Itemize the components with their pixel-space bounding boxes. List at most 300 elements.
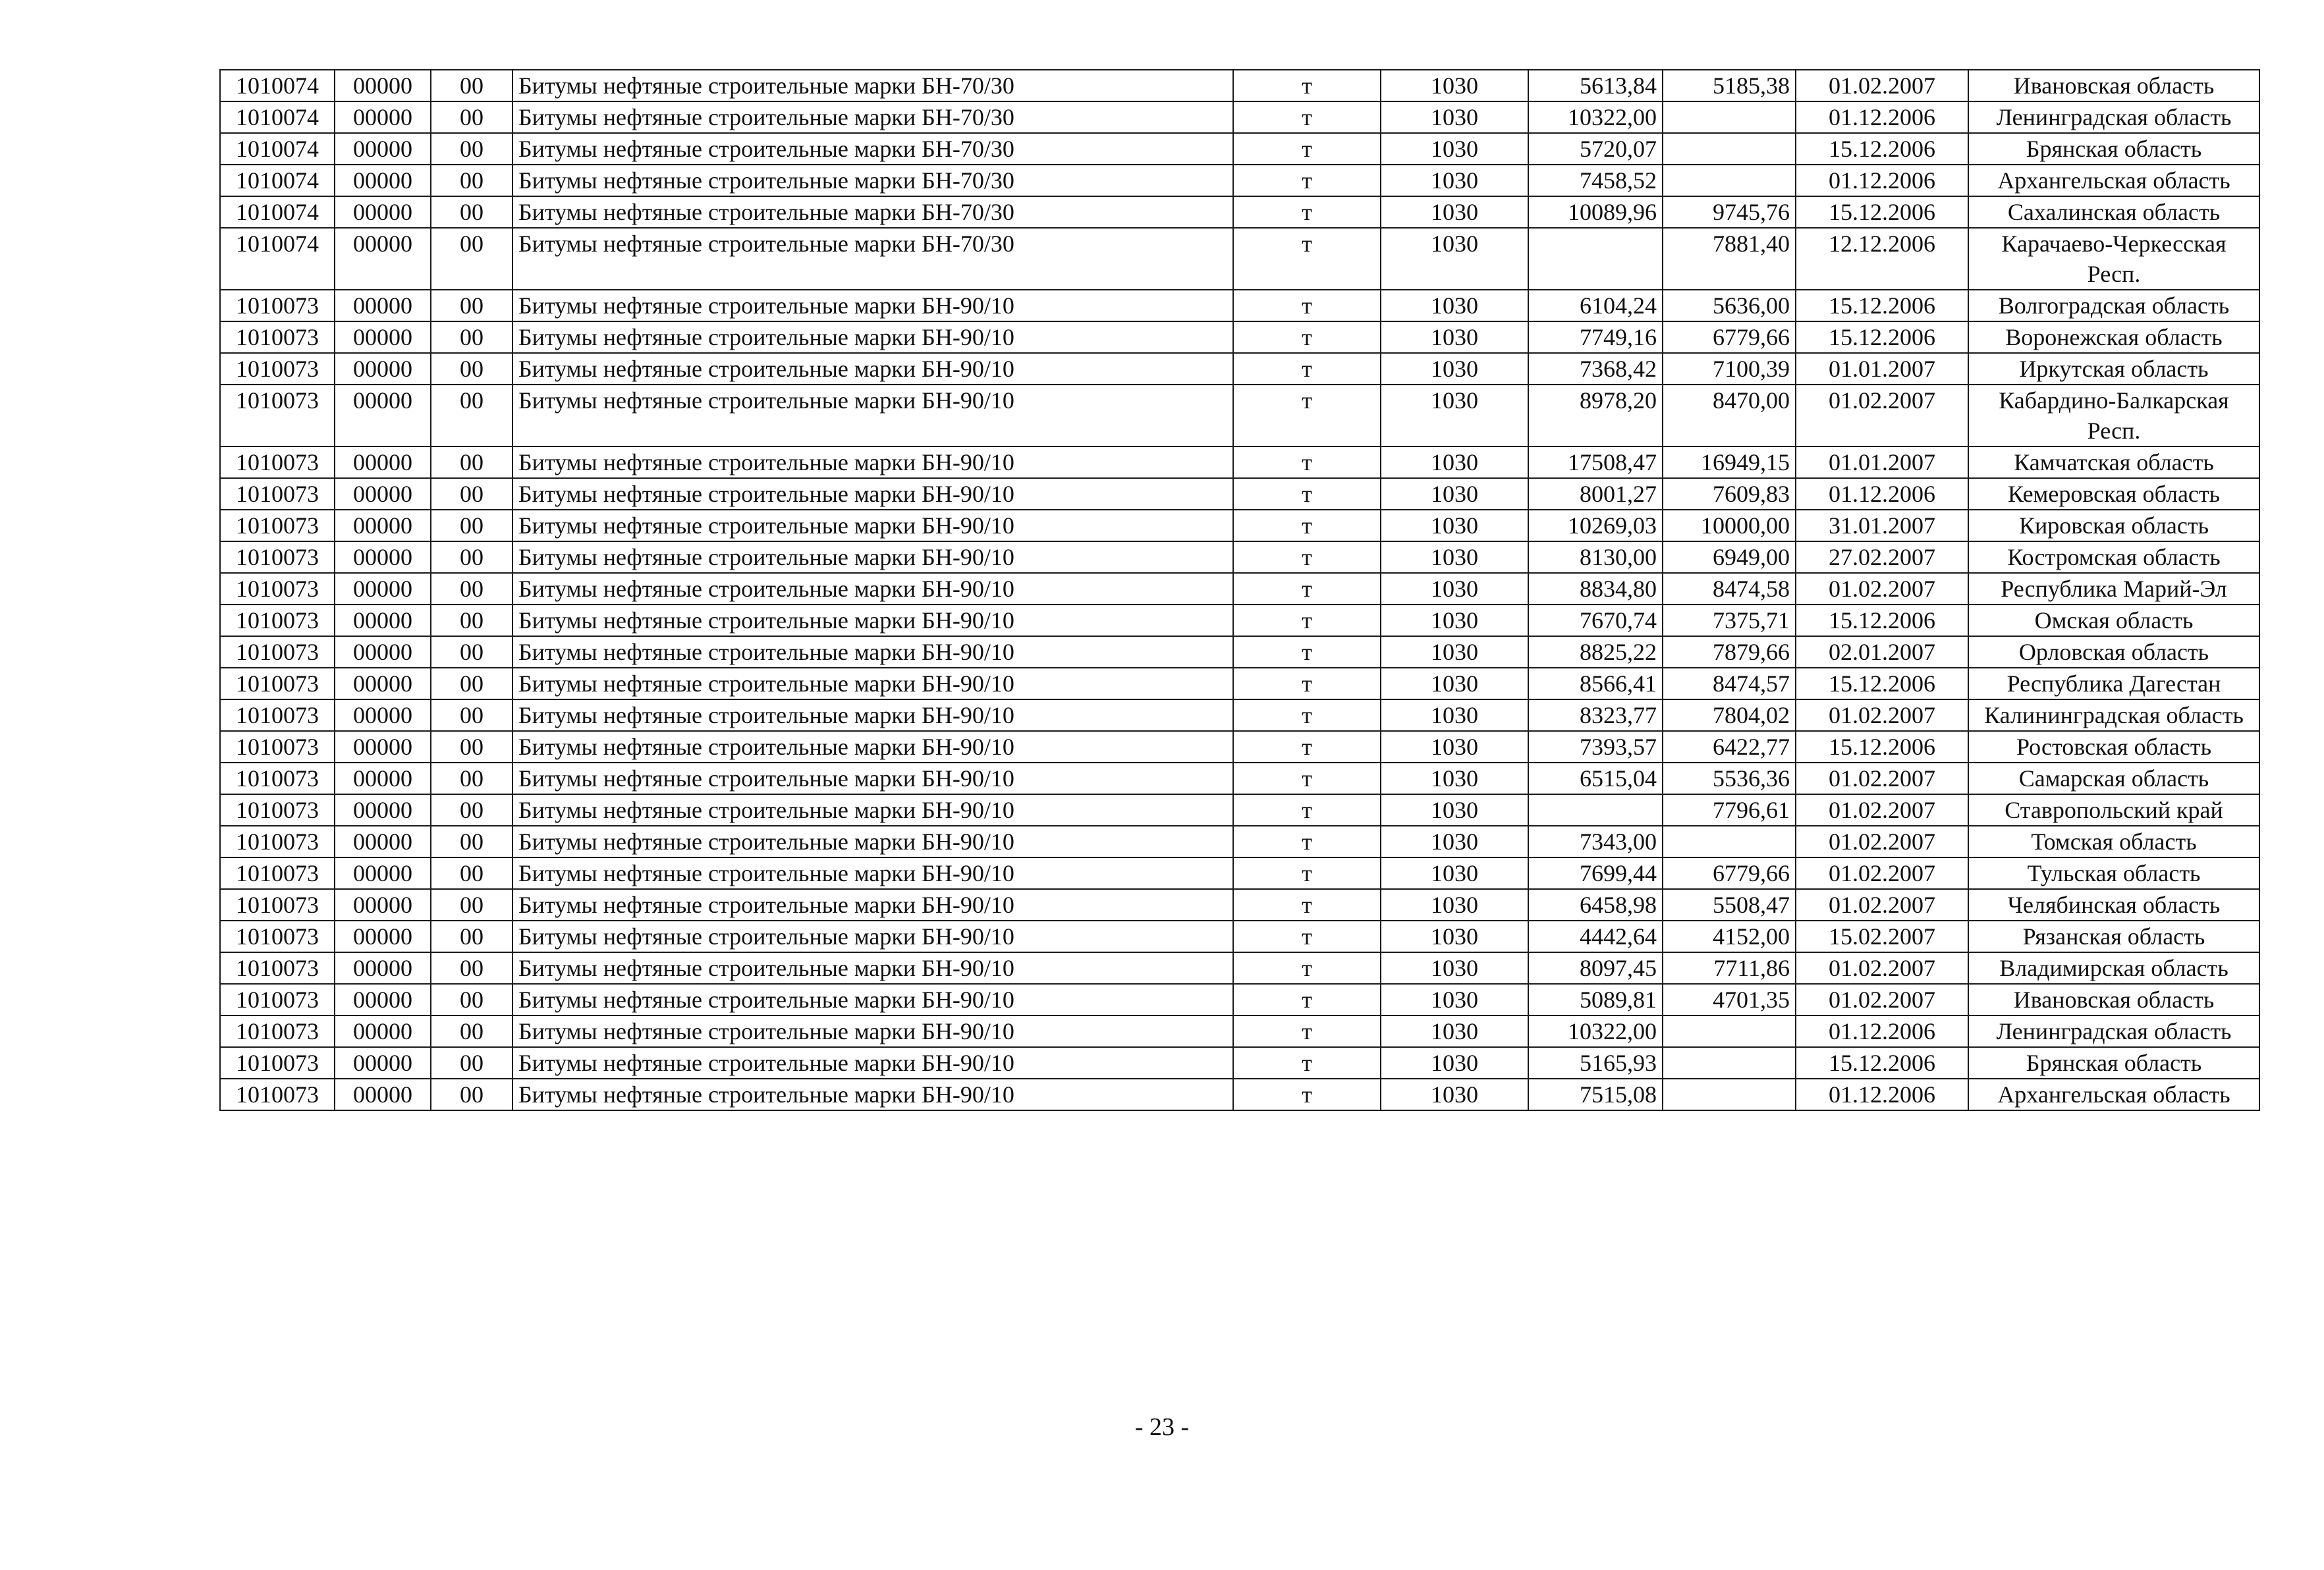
subcode-cell: 00000 xyxy=(335,353,431,385)
region-cell: Камчатская область xyxy=(1968,447,2259,478)
price-alt-cell: 7881,40 xyxy=(1663,228,1796,290)
group-code-cell: 00 xyxy=(431,605,512,636)
price-alt-cell: 4701,35 xyxy=(1663,984,1796,1015)
price-alt-cell: 8470,00 xyxy=(1663,385,1796,447)
unit-cell: т xyxy=(1233,1079,1381,1110)
subcode-cell: 00000 xyxy=(335,699,431,731)
group-code-cell: 00 xyxy=(431,133,512,165)
group-code-cell: 00 xyxy=(431,1047,512,1079)
price-alt-cell: 7879,66 xyxy=(1663,636,1796,668)
product-code-cell: 1010074 xyxy=(220,70,335,101)
price-alt-cell: 10000,00 xyxy=(1663,510,1796,541)
product-code-cell: 1010073 xyxy=(220,290,335,321)
table-row xyxy=(220,1079,2259,1110)
region-cell: Самарская область xyxy=(1968,763,2259,794)
product-name-cell: Битумы нефтяные строительные марки БН-90/10 xyxy=(512,510,1233,541)
price-cell: 8097,45 xyxy=(1528,952,1663,984)
unit-cell: т xyxy=(1233,605,1381,636)
price-cell: 6515,04 xyxy=(1528,763,1663,794)
group-code-cell: 00 xyxy=(431,385,512,447)
subcode-cell: 00000 xyxy=(335,385,431,447)
product-code-cell: 1010073 xyxy=(220,826,335,857)
product-code-cell: 1010073 xyxy=(220,668,335,699)
subcode-cell: 00000 xyxy=(335,196,431,228)
unit-cell: т xyxy=(1233,510,1381,541)
region-cell: Сахалинская область xyxy=(1968,196,2259,228)
subcode-cell: 00000 xyxy=(335,573,431,605)
unit-cell: т xyxy=(1233,541,1381,573)
product-code-cell: 1010073 xyxy=(220,952,335,984)
product-code-cell: 1010073 xyxy=(220,478,335,510)
unit-code-cell: 1030 xyxy=(1381,857,1528,889)
unit-cell: т xyxy=(1233,794,1381,826)
group-code-cell: 00 xyxy=(431,101,512,133)
unit-code-cell: 1030 xyxy=(1381,321,1528,353)
product-name-cell: Битумы нефтяные строительные марки БН-90/10 xyxy=(512,1079,1233,1110)
product-name-cell: Битумы нефтяные строительные марки БН-70/30 xyxy=(512,70,1233,101)
price-cell: 17508,47 xyxy=(1528,447,1663,478)
date-cell: 01.02.2007 xyxy=(1796,826,1968,857)
product-name-cell: Битумы нефтяные строительные марки БН-90/10 xyxy=(512,541,1233,573)
date-cell: 01.02.2007 xyxy=(1796,70,1968,101)
table-row xyxy=(220,133,2259,165)
unit-code-cell: 1030 xyxy=(1381,196,1528,228)
product-code-cell: 1010073 xyxy=(220,1079,335,1110)
subcode-cell: 00000 xyxy=(335,1047,431,1079)
table-row xyxy=(220,385,2259,447)
unit-code-cell: 1030 xyxy=(1381,133,1528,165)
date-cell: 15.12.2006 xyxy=(1796,290,1968,321)
unit-cell: т xyxy=(1233,228,1381,290)
product-name-cell: Битумы нефтяные строительные марки БН-90/10 xyxy=(512,889,1233,921)
product-name-cell: Битумы нефтяные строительные марки БН-90/10 xyxy=(512,385,1233,447)
unit-cell: т xyxy=(1233,321,1381,353)
date-cell: 01.02.2007 xyxy=(1796,889,1968,921)
product-name-cell: Битумы нефтяные строительные марки БН-90/10 xyxy=(512,321,1233,353)
date-cell: 15.12.2006 xyxy=(1796,668,1968,699)
region-cell: Калининградская область xyxy=(1968,699,2259,731)
price-cell: 6104,24 xyxy=(1528,290,1663,321)
date-cell: 01.02.2007 xyxy=(1796,794,1968,826)
unit-code-cell: 1030 xyxy=(1381,101,1528,133)
table-row xyxy=(220,353,2259,385)
date-cell: 01.02.2007 xyxy=(1796,385,1968,447)
price-alt-cell: 6779,66 xyxy=(1663,321,1796,353)
unit-code-cell: 1030 xyxy=(1381,605,1528,636)
unit-cell: т xyxy=(1233,196,1381,228)
subcode-cell: 00000 xyxy=(335,826,431,857)
unit-cell: т xyxy=(1233,699,1381,731)
subcode-cell: 00000 xyxy=(335,921,431,952)
price-cell: 7458,52 xyxy=(1528,165,1663,196)
product-code-cell: 1010073 xyxy=(220,857,335,889)
date-cell: 01.12.2006 xyxy=(1796,478,1968,510)
subcode-cell: 00000 xyxy=(335,1079,431,1110)
region-cell: Владимирская область xyxy=(1968,952,2259,984)
table-row xyxy=(220,668,2259,699)
price-cell: 8130,00 xyxy=(1528,541,1663,573)
unit-code-cell: 1030 xyxy=(1381,1015,1528,1047)
price-alt-cell xyxy=(1663,1079,1796,1110)
product-name-cell: Битумы нефтяные строительные марки БН-90/10 xyxy=(512,573,1233,605)
unit-cell: т xyxy=(1233,857,1381,889)
price-cell: 7343,00 xyxy=(1528,826,1663,857)
product-code-cell: 1010073 xyxy=(220,447,335,478)
product-code-cell: 1010073 xyxy=(220,605,335,636)
unit-code-cell: 1030 xyxy=(1381,921,1528,952)
unit-cell: т xyxy=(1233,731,1381,763)
group-code-cell: 00 xyxy=(431,1079,512,1110)
product-name-cell: Битумы нефтяные строительные марки БН-90/10 xyxy=(512,952,1233,984)
price-alt-cell: 7804,02 xyxy=(1663,699,1796,731)
product-name-cell: Битумы нефтяные строительные марки БН-90/10 xyxy=(512,290,1233,321)
date-cell: 31.01.2007 xyxy=(1796,510,1968,541)
price-alt-cell xyxy=(1663,1015,1796,1047)
product-name-cell: Битумы нефтяные строительные марки БН-90/10 xyxy=(512,447,1233,478)
unit-code-cell: 1030 xyxy=(1381,1079,1528,1110)
product-name-cell: Битумы нефтяные строительные марки БН-90/10 xyxy=(512,731,1233,763)
group-code-cell: 00 xyxy=(431,353,512,385)
price-cell: 5165,93 xyxy=(1528,1047,1663,1079)
region-cell: Ивановская область xyxy=(1968,984,2259,1015)
unit-cell: т xyxy=(1233,165,1381,196)
table-row xyxy=(220,290,2259,321)
product-name-cell: Битумы нефтяные строительные марки БН-90/10 xyxy=(512,668,1233,699)
subcode-cell: 00000 xyxy=(335,984,431,1015)
group-code-cell: 00 xyxy=(431,196,512,228)
unit-cell: т xyxy=(1233,763,1381,794)
unit-code-cell: 1030 xyxy=(1381,984,1528,1015)
unit-cell: т xyxy=(1233,1047,1381,1079)
price-cell: 8978,20 xyxy=(1528,385,1663,447)
unit-cell: т xyxy=(1233,70,1381,101)
table-row xyxy=(220,510,2259,541)
subcode-cell: 00000 xyxy=(335,952,431,984)
price-cell: 8834,80 xyxy=(1528,573,1663,605)
date-cell: 01.02.2007 xyxy=(1796,573,1968,605)
date-cell: 01.12.2006 xyxy=(1796,165,1968,196)
price-alt-cell: 8474,57 xyxy=(1663,668,1796,699)
unit-cell: т xyxy=(1233,385,1381,447)
unit-cell: т xyxy=(1233,290,1381,321)
subcode-cell: 00000 xyxy=(335,133,431,165)
table-row xyxy=(220,165,2259,196)
region-cell: Брянская область xyxy=(1968,133,2259,165)
date-cell: 01.01.2007 xyxy=(1796,353,1968,385)
group-code-cell: 00 xyxy=(431,478,512,510)
price-cell: 6458,98 xyxy=(1528,889,1663,921)
price-cell xyxy=(1528,794,1663,826)
subcode-cell: 00000 xyxy=(335,605,431,636)
subcode-cell: 00000 xyxy=(335,794,431,826)
unit-cell: т xyxy=(1233,826,1381,857)
region-cell: Архангельская область xyxy=(1968,165,2259,196)
price-cell: 7749,16 xyxy=(1528,321,1663,353)
unit-code-cell: 1030 xyxy=(1381,636,1528,668)
price-cell: 7699,44 xyxy=(1528,857,1663,889)
subcode-cell: 00000 xyxy=(335,101,431,133)
group-code-cell: 00 xyxy=(431,794,512,826)
price-alt-cell: 7711,86 xyxy=(1663,952,1796,984)
date-cell: 15.12.2006 xyxy=(1796,196,1968,228)
table-row xyxy=(220,952,2259,984)
group-code-cell: 00 xyxy=(431,763,512,794)
date-cell: 01.12.2006 xyxy=(1796,1079,1968,1110)
region-cell: Костромская область xyxy=(1968,541,2259,573)
date-cell: 01.02.2007 xyxy=(1796,984,1968,1015)
group-code-cell: 00 xyxy=(431,668,512,699)
unit-code-cell: 1030 xyxy=(1381,447,1528,478)
date-cell: 01.12.2006 xyxy=(1796,101,1968,133)
unit-code-cell: 1030 xyxy=(1381,228,1528,290)
unit-cell: т xyxy=(1233,889,1381,921)
product-name-cell: Битумы нефтяные строительные марки БН-90/10 xyxy=(512,826,1233,857)
region-cell: Омская область xyxy=(1968,605,2259,636)
table-row xyxy=(220,826,2259,857)
product-code-cell: 1010074 xyxy=(220,101,335,133)
unit-cell: т xyxy=(1233,952,1381,984)
price-cell: 10322,00 xyxy=(1528,101,1663,133)
group-code-cell: 00 xyxy=(431,447,512,478)
table-row xyxy=(220,70,2259,101)
unit-cell: т xyxy=(1233,636,1381,668)
product-name-cell: Битумы нефтяные строительные марки БН-70/30 xyxy=(512,165,1233,196)
page-number: - 23 - xyxy=(1134,1413,1190,1441)
subcode-cell: 00000 xyxy=(335,541,431,573)
table-row xyxy=(220,478,2259,510)
subcode-cell: 00000 xyxy=(335,889,431,921)
unit-cell: т xyxy=(1233,353,1381,385)
product-code-cell: 1010074 xyxy=(220,196,335,228)
region-cell: Архангельская область xyxy=(1968,1079,2259,1110)
group-code-cell: 00 xyxy=(431,921,512,952)
unit-cell: т xyxy=(1233,447,1381,478)
table-row xyxy=(220,984,2259,1015)
price-alt-cell xyxy=(1663,165,1796,196)
group-code-cell: 00 xyxy=(431,541,512,573)
unit-code-cell: 1030 xyxy=(1381,541,1528,573)
product-name-cell: Битумы нефтяные строительные марки БН-90/10 xyxy=(512,794,1233,826)
table-row xyxy=(220,1015,2259,1047)
product-name-cell: Битумы нефтяные строительные марки БН-70/30 xyxy=(512,196,1233,228)
product-name-cell: Битумы нефтяные строительные марки БН-70/30 xyxy=(512,228,1233,290)
subcode-cell: 00000 xyxy=(335,228,431,290)
table-row xyxy=(220,541,2259,573)
table-row xyxy=(220,1047,2259,1079)
product-code-cell: 1010073 xyxy=(220,921,335,952)
product-code-cell: 1010073 xyxy=(220,794,335,826)
group-code-cell: 00 xyxy=(431,573,512,605)
unit-code-cell: 1030 xyxy=(1381,731,1528,763)
group-code-cell: 00 xyxy=(431,1015,512,1047)
unit-code-cell: 1030 xyxy=(1381,794,1528,826)
group-code-cell: 00 xyxy=(431,70,512,101)
region-cell: Ставропольский край xyxy=(1968,794,2259,826)
product-name-cell: Битумы нефтяные строительные марки БН-90/10 xyxy=(512,605,1233,636)
product-code-cell: 1010073 xyxy=(220,763,335,794)
product-code-cell: 1010073 xyxy=(220,1015,335,1047)
table-row xyxy=(220,699,2259,731)
price-alt-cell: 7796,61 xyxy=(1663,794,1796,826)
product-code-cell: 1010073 xyxy=(220,541,335,573)
unit-code-cell: 1030 xyxy=(1381,763,1528,794)
region-cell: Республика Дагестан xyxy=(1968,668,2259,699)
region-cell: Орловская область xyxy=(1968,636,2259,668)
region-cell: Ивановская область xyxy=(1968,70,2259,101)
region-cell: Кировская область xyxy=(1968,510,2259,541)
group-code-cell: 00 xyxy=(431,857,512,889)
group-code-cell: 00 xyxy=(431,290,512,321)
region-cell: Томская область xyxy=(1968,826,2259,857)
price-alt-cell: 16949,15 xyxy=(1663,447,1796,478)
product-code-cell: 1010074 xyxy=(220,133,335,165)
product-code-cell: 1010073 xyxy=(220,321,335,353)
product-code-cell: 1010073 xyxy=(220,1047,335,1079)
table-row xyxy=(220,731,2259,763)
price-alt-cell: 4152,00 xyxy=(1663,921,1796,952)
subcode-cell: 00000 xyxy=(335,478,431,510)
unit-code-cell: 1030 xyxy=(1381,353,1528,385)
unit-cell: т xyxy=(1233,133,1381,165)
price-cell: 5613,84 xyxy=(1528,70,1663,101)
group-code-cell: 00 xyxy=(431,731,512,763)
product-name-cell: Битумы нефтяные строительные марки БН-70/30 xyxy=(512,101,1233,133)
table-row xyxy=(220,889,2259,921)
date-cell: 02.01.2007 xyxy=(1796,636,1968,668)
price-cell: 10269,03 xyxy=(1528,510,1663,541)
price-cell: 4442,64 xyxy=(1528,921,1663,952)
subcode-cell: 00000 xyxy=(335,165,431,196)
table-row xyxy=(220,605,2259,636)
unit-code-cell: 1030 xyxy=(1381,70,1528,101)
table-row xyxy=(220,101,2259,133)
subcode-cell: 00000 xyxy=(335,731,431,763)
price-cell: 7670,74 xyxy=(1528,605,1663,636)
date-cell: 15.02.2007 xyxy=(1796,921,1968,952)
product-name-cell: Битумы нефтяные строительные марки БН-90/10 xyxy=(512,857,1233,889)
region-cell: Волгоградская область xyxy=(1968,290,2259,321)
product-code-cell: 1010073 xyxy=(220,510,335,541)
price-cell: 8566,41 xyxy=(1528,668,1663,699)
subcode-cell: 00000 xyxy=(335,321,431,353)
price-alt-cell xyxy=(1663,101,1796,133)
product-code-cell: 1010073 xyxy=(220,636,335,668)
price-alt-cell: 7375,71 xyxy=(1663,605,1796,636)
price-alt-cell: 5508,47 xyxy=(1663,889,1796,921)
unit-cell: т xyxy=(1233,478,1381,510)
region-cell: Республика Марий-Эл xyxy=(1968,573,2259,605)
date-cell: 12.12.2006 xyxy=(1796,228,1968,290)
unit-cell: т xyxy=(1233,573,1381,605)
date-cell: 15.12.2006 xyxy=(1796,605,1968,636)
price-cell: 7515,08 xyxy=(1528,1079,1663,1110)
date-cell: 15.12.2006 xyxy=(1796,133,1968,165)
group-code-cell: 00 xyxy=(431,165,512,196)
table-row xyxy=(220,573,2259,605)
group-code-cell: 00 xyxy=(431,636,512,668)
product-code-cell: 1010073 xyxy=(220,984,335,1015)
unit-cell: т xyxy=(1233,984,1381,1015)
unit-code-cell: 1030 xyxy=(1381,889,1528,921)
date-cell: 15.12.2006 xyxy=(1796,1047,1968,1079)
product-code-cell: 1010073 xyxy=(220,385,335,447)
product-name-cell: Битумы нефтяные строительные марки БН-90/10 xyxy=(512,699,1233,731)
subcode-cell: 00000 xyxy=(335,668,431,699)
region-cell: Воронежская область xyxy=(1968,321,2259,353)
table-row xyxy=(220,228,2259,290)
unit-code-cell: 1030 xyxy=(1381,165,1528,196)
table-row xyxy=(220,763,2259,794)
product-name-cell: Битумы нефтяные строительные марки БН-90/10 xyxy=(512,636,1233,668)
date-cell: 01.02.2007 xyxy=(1796,699,1968,731)
table-row xyxy=(220,794,2259,826)
region-cell: Карачаево-Черкесская Респ. xyxy=(1968,228,2259,290)
product-code-cell: 1010073 xyxy=(220,353,335,385)
unit-code-cell: 1030 xyxy=(1381,668,1528,699)
table-row xyxy=(220,321,2259,353)
date-cell: 01.02.2007 xyxy=(1796,952,1968,984)
date-cell: 01.01.2007 xyxy=(1796,447,1968,478)
date-cell: 15.12.2006 xyxy=(1796,321,1968,353)
region-cell: Кабардино-Балкарская Респ. xyxy=(1968,385,2259,447)
product-name-cell: Битумы нефтяные строительные марки БН-70/30 xyxy=(512,133,1233,165)
group-code-cell: 00 xyxy=(431,826,512,857)
price-cell xyxy=(1528,228,1663,290)
unit-code-cell: 1030 xyxy=(1381,826,1528,857)
subcode-cell: 00000 xyxy=(335,1015,431,1047)
date-cell: 15.12.2006 xyxy=(1796,731,1968,763)
product-name-cell: Битумы нефтяные строительные марки БН-90/10 xyxy=(512,353,1233,385)
price-table xyxy=(219,69,2260,1111)
product-code-cell: 1010073 xyxy=(220,699,335,731)
price-cell: 7368,42 xyxy=(1528,353,1663,385)
unit-cell: т xyxy=(1233,668,1381,699)
subcode-cell: 00000 xyxy=(335,70,431,101)
subcode-cell: 00000 xyxy=(335,510,431,541)
price-alt-cell: 8474,58 xyxy=(1663,573,1796,605)
product-name-cell: Битумы нефтяные строительные марки БН-90/10 xyxy=(512,1047,1233,1079)
price-alt-cell: 7609,83 xyxy=(1663,478,1796,510)
price-alt-cell: 9745,76 xyxy=(1663,196,1796,228)
subcode-cell: 00000 xyxy=(335,290,431,321)
price-cell: 8825,22 xyxy=(1528,636,1663,668)
product-name-cell: Битумы нефтяные строительные марки БН-90/10 xyxy=(512,1015,1233,1047)
product-name-cell: Битумы нефтяные строительные марки БН-90/10 xyxy=(512,984,1233,1015)
price-cell: 10322,00 xyxy=(1528,1015,1663,1047)
region-cell: Рязанская область xyxy=(1968,921,2259,952)
product-code-cell: 1010073 xyxy=(220,573,335,605)
product-code-cell: 1010074 xyxy=(220,165,335,196)
group-code-cell: 00 xyxy=(431,984,512,1015)
subcode-cell: 00000 xyxy=(335,636,431,668)
date-cell: 01.12.2006 xyxy=(1796,1015,1968,1047)
price-alt-cell: 6779,66 xyxy=(1663,857,1796,889)
unit-code-cell: 1030 xyxy=(1381,952,1528,984)
region-cell: Иркутская область xyxy=(1968,353,2259,385)
group-code-cell: 00 xyxy=(431,321,512,353)
unit-code-cell: 1030 xyxy=(1381,699,1528,731)
unit-code-cell: 1030 xyxy=(1381,510,1528,541)
date-cell: 01.02.2007 xyxy=(1796,857,1968,889)
unit-code-cell: 1030 xyxy=(1381,1047,1528,1079)
unit-code-cell: 1030 xyxy=(1381,478,1528,510)
unit-cell: т xyxy=(1233,101,1381,133)
table-body xyxy=(220,70,2259,1110)
price-cell: 8001,27 xyxy=(1528,478,1663,510)
price-alt-cell: 5636,00 xyxy=(1663,290,1796,321)
table-row xyxy=(220,857,2259,889)
price-cell: 10089,96 xyxy=(1528,196,1663,228)
